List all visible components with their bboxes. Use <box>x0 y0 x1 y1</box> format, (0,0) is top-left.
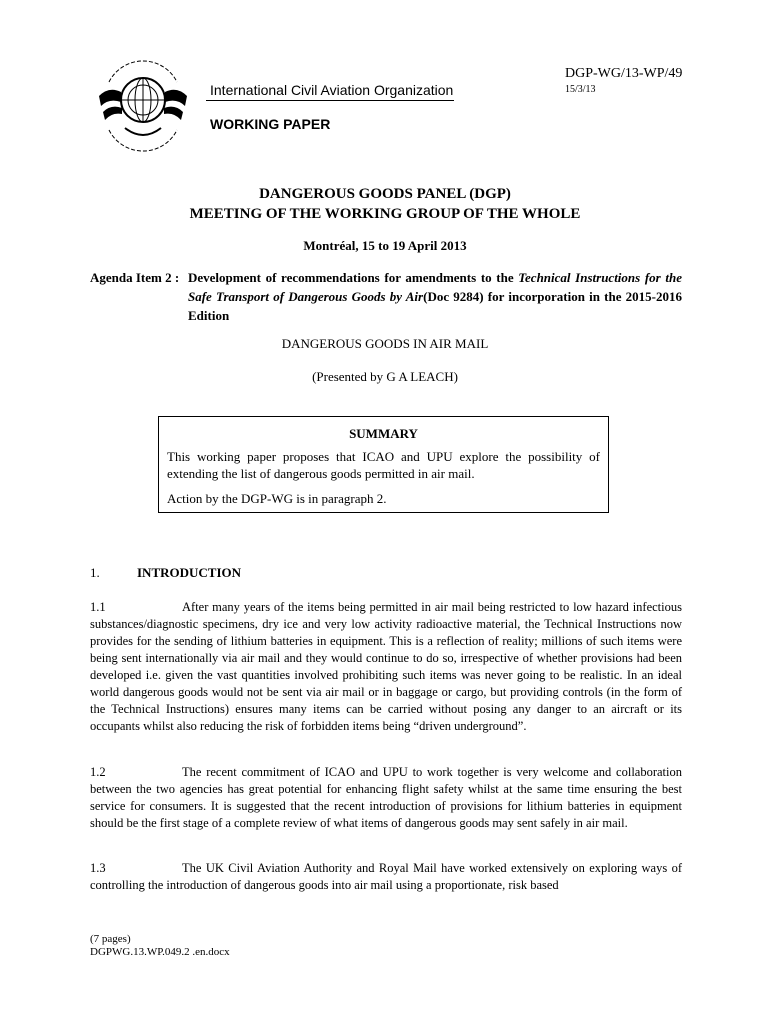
meeting-title-line-1: DANGEROUS GOODS PANEL (DGP) <box>259 186 511 202</box>
paragraph-number: 1.3 <box>90 861 106 875</box>
agenda-text-italic: Technical Instructions for the Safe Transport of Dangerous Goods by Air <box>188 270 682 304</box>
icao-emblem-icon <box>95 52 191 162</box>
agenda-text-after: (Doc 9284) for incorporation in the 2015-2016 Edition <box>188 289 682 323</box>
meeting-venue: Montréal, 15 to 19 April 2013 <box>303 238 467 253</box>
agenda-item <box>90 268 682 325</box>
summary-box <box>158 416 609 513</box>
organization-name: International Civil Aviation Organization <box>210 82 454 98</box>
header-rule <box>206 100 454 101</box>
presenter: (Presented by G A LEACH) <box>312 369 458 384</box>
paragraph-text: After many years of the items being permitted in air mail being restricted to low hazard infectious substances/diagnostic specimens, dry ice and very low activity radioactive material, the Technical Instructions now provides for the sending of lithium batteries in equipment. This is a reflection of reality; millions of such items were being sent internationally via air mail and they would continue to do so, irrespective of whether provisions had been developed i.e. given the vast quantities involved prohibiting such items was never going to be realistic. In an ideal world dangerous goods would not be sent via air mail or in baggage or cargo, but providing controls (in the form of the Technical Instructions) ensures many items can be carried without posing any danger to an aircraft or its occupants whilst also reducing the risk of forbidden items being “driven underground”. <box>90 600 682 733</box>
summary-title: SUMMARY <box>349 426 418 441</box>
paragraph-number: 1.1 <box>90 600 106 614</box>
section-number: 1. <box>90 565 100 580</box>
paragraph-number: 1.2 <box>90 765 106 779</box>
agenda-label: Agenda Item 2 : <box>90 270 180 285</box>
paper-title: DANGEROUS GOODS IN AIR MAIL <box>281 336 489 351</box>
file-name: DGPWG.13.WP.049.2 .en.docx <box>90 946 230 958</box>
paragraph-1-3 <box>90 860 682 894</box>
summary-body: This working paper proposes that ICAO and UPU explore the possibility of extending the list of dangerous goods permitted in air mail. <box>167 449 600 481</box>
document-date: 15/3/13 <box>565 84 596 95</box>
page-count: (7 pages) <box>90 933 131 945</box>
agenda-text-before: Development of recommendations for amendments to the <box>188 270 519 285</box>
meeting-title <box>90 184 680 224</box>
paragraph-text: The recent commitment of ICAO and UPU to work together is very welcome and collaboration between the two agencies has great potential for enhancing flight safety whilst at the same time ensuring the best service for consumers. It is suggested that the recent introduction of provisions for lithium batteries in equipment should be the first stage of a complete review of what items of dangerous goods may sent safely in air mail. <box>90 765 682 830</box>
meeting-title-line-2: MEETING OF THE WORKING GROUP OF THE WHOLE <box>189 206 581 222</box>
agenda-text <box>188 268 682 325</box>
paragraph-1-2 <box>90 764 682 832</box>
section-title: INTRODUCTION <box>137 565 242 580</box>
paragraph-1-1 <box>90 599 682 735</box>
document-reference: DGP-WG/13-WP/49 <box>565 66 683 81</box>
summary-action: Action by the DGP-WG is in paragraph 2. <box>167 491 387 506</box>
paragraph-text: The UK Civil Aviation Authority and Royal Mail have worked extensively on exploring ways of controlling the introduction of dangerous goods into air mail using a proportionate, risk based <box>90 861 682 892</box>
working-paper-label: WORKING PAPER <box>210 116 331 132</box>
